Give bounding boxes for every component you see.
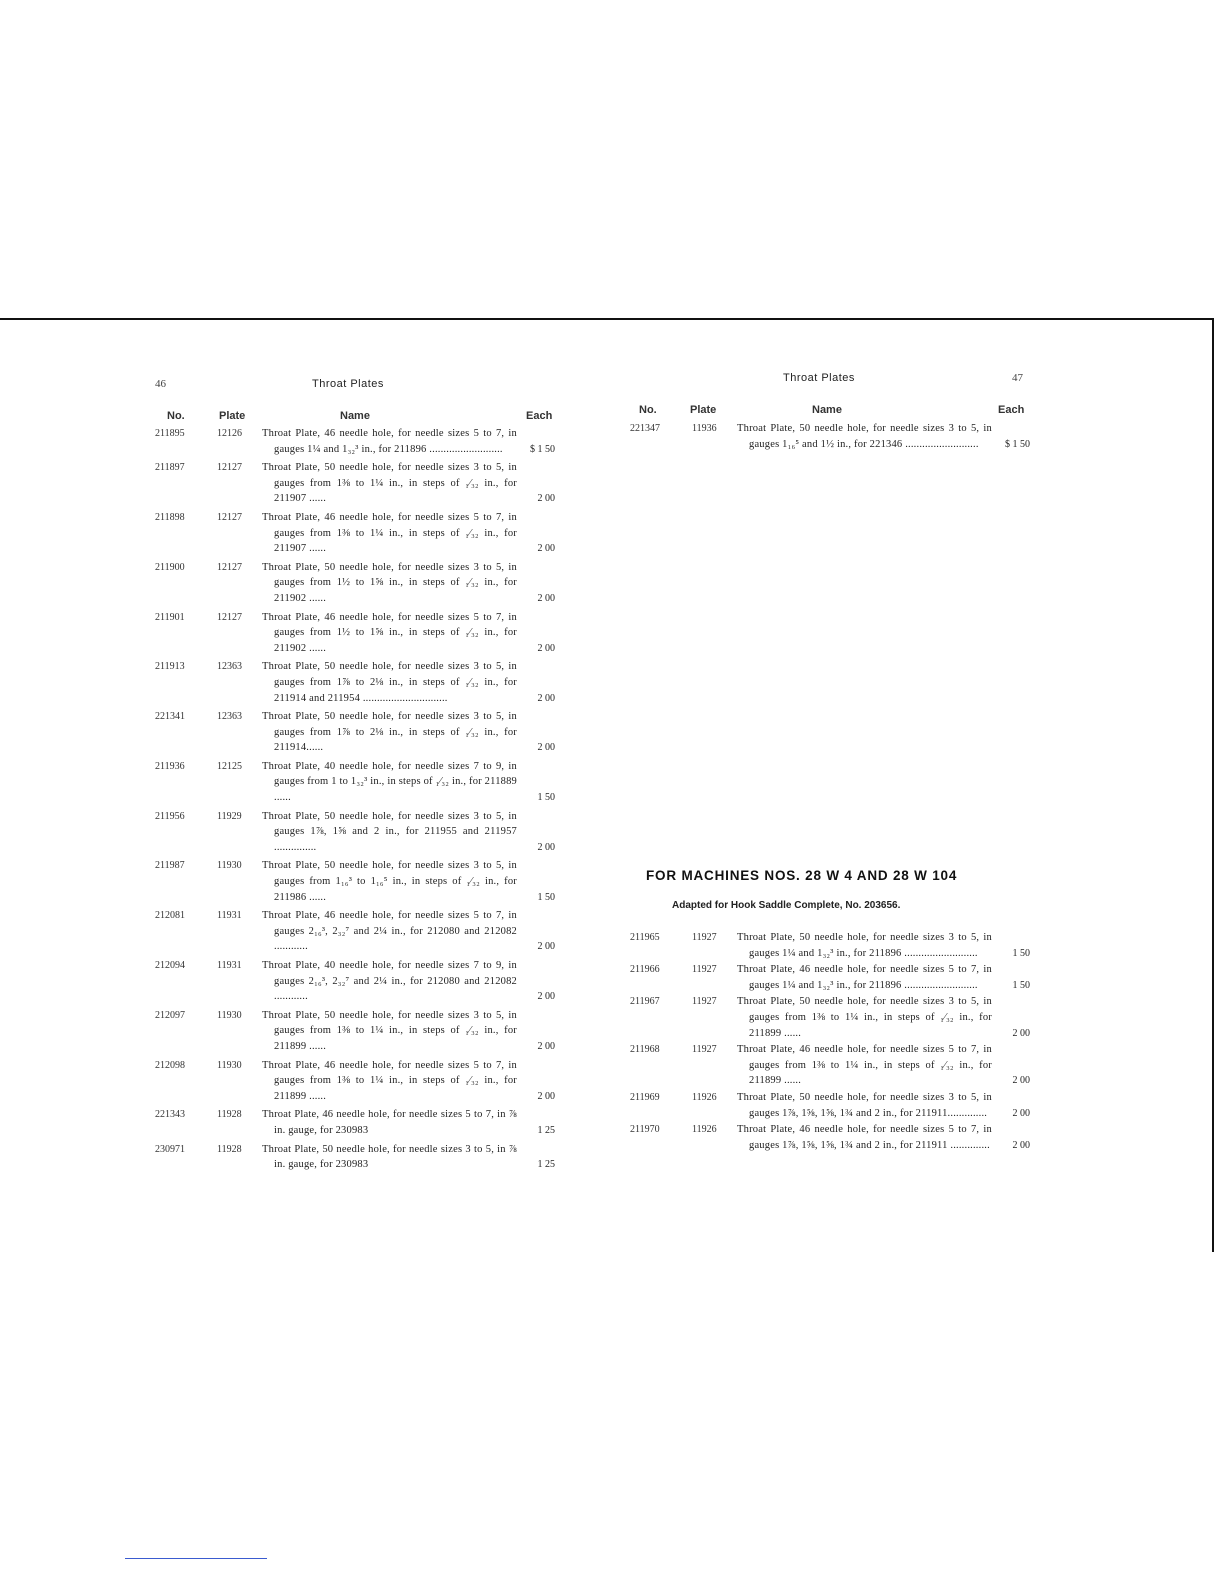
plate-number: 11928 [217, 1109, 242, 1121]
part-description: Throat Plate, 50 needle hole, for needle sizes 3 to 5, in gauges from 1⅜ to 1¼ in., in steps of ₁⁄₃₂ in., for 211899 ...... [737, 996, 992, 1039]
part-row [630, 421, 1030, 452]
part-description: Throat Plate, 46 needle hole, for needle sizes 5 to 7, in gauges from 1⅜ to 1¼ in., in steps of ₁⁄₃₂ in., for 211899 ...... [737, 1044, 992, 1087]
part-row [630, 1090, 1030, 1121]
part-price: 2 00 [537, 991, 555, 1003]
part-price: 2 00 [537, 543, 555, 555]
plate-number: 11931 [217, 960, 242, 971]
part-number: 211898 [155, 511, 185, 523]
part-row [155, 426, 555, 457]
part-description: Throat Plate, 46 needle hole, for needle sizes 5 to 7, in gauges 2₁₆³, 2₃₂⁷ and 2¼ in., for 212080 and 212082 ............ [262, 910, 517, 953]
left-page-title: Throat Plates [312, 378, 384, 390]
plate-number: 12127 [217, 462, 242, 474]
part-row [155, 610, 555, 657]
plate-number: 11936 [692, 423, 717, 434]
plate-number: 12363 [217, 661, 242, 673]
right-page-number: 47 [1012, 372, 1023, 384]
part-number: 211965 [630, 932, 660, 943]
plate-number: 11931 [217, 910, 242, 922]
part-description: Throat Plate, 50 needle hole, for needle sizes 3 to 5, in gauges 1⅞, 1⅝, 1⅝, 1¾ and 2 in., for 211911.............. [737, 1091, 992, 1119]
part-row [155, 958, 555, 1005]
part-number: 212094 [155, 960, 185, 971]
part-number: 211966 [630, 964, 660, 976]
part-number: 211987 [155, 860, 185, 872]
plate-number: 11930 [217, 1009, 242, 1021]
plate-number: 11930 [217, 1059, 242, 1071]
part-price: 2 00 [1012, 1075, 1030, 1087]
part-number: 230971 [155, 1143, 185, 1155]
left-header-name: Name [340, 410, 370, 422]
right-header-plate: Plate [690, 404, 717, 416]
part-number: 221347 [630, 423, 660, 434]
right-header-no: No. [639, 404, 657, 416]
part-row [630, 930, 1030, 961]
part-description: Throat Plate, 50 needle hole, for needle sizes 3 to 5, in gauges from 1₁₆³ to 1₁₆⁵ in., in steps of ₁⁄₃₂ in., for 211986 ...... [262, 860, 517, 903]
part-description: Throat Plate, 50 needle hole, for needle sizes 3 to 5, in gauges from 1⅜ to 1¼ in., in steps of ₁⁄₃₂ in., for 211899 ...... [262, 1009, 517, 1052]
part-row [630, 994, 1030, 1041]
part-price: 2 00 [537, 1090, 555, 1102]
part-price: $ 1 50 [530, 443, 555, 455]
plate-number: 11930 [217, 860, 242, 872]
part-number: 211968 [630, 1044, 660, 1056]
part-row [155, 1107, 555, 1138]
plate-number: 11927 [692, 932, 717, 943]
part-price: $ 1 50 [1005, 438, 1030, 450]
part-price: 1 50 [537, 792, 555, 804]
part-price: 2 00 [537, 493, 555, 505]
part-description: Throat Plate, 50 needle hole, for needle sizes 3 to 5, in gauges 1₁₆⁵ and 1½ in., for 221346 .......................... [737, 423, 992, 450]
right-header-name: Name [812, 404, 842, 416]
right-page-title: Throat Plates [783, 372, 855, 384]
part-row [155, 709, 555, 756]
footer-rule [125, 1558, 267, 1559]
part-description: Throat Plate, 50 needle hole, for needle sizes 3 to 5, in gauges from 1⅞ to 2⅛ in., in steps of ₁⁄₃₂ in., for 211914 and 211954 .............................. [262, 661, 517, 704]
part-row [155, 908, 555, 955]
part-price: 2 00 [537, 692, 555, 704]
plate-number: 11927 [692, 1044, 717, 1056]
part-number: 211913 [155, 661, 185, 673]
section-title: FOR MACHINES NOS. 28 W 4 AND 28 W 104 [646, 868, 958, 883]
part-description: Throat Plate, 40 needle hole, for needle sizes 7 to 9, in gauges 2₁₆³, 2₃₂⁷ and 2¼ in., for 212080 and 212082 ............ [262, 960, 517, 1003]
part-number: 211970 [630, 1124, 660, 1136]
part-number: 211936 [155, 760, 185, 772]
part-row [155, 1142, 555, 1173]
part-price: 2 00 [537, 592, 555, 604]
part-description: Throat Plate, 50 needle hole, for needle sizes 3 to 5, in gauges from 1½ to 1⅝ in., in steps of ₁⁄₃₂ in., for 211902 ...... [262, 561, 517, 604]
part-number: 212097 [155, 1009, 185, 1021]
plate-number: 12127 [217, 611, 242, 623]
section-parts-list [630, 930, 1030, 1154]
part-number: 211967 [630, 996, 660, 1008]
part-description: Throat Plate, 46 needle hole, for needle sizes 5 to 7, in ⅞ in. gauge, for 230983 [262, 1109, 517, 1136]
part-description: Throat Plate, 46 needle hole, for needle sizes 5 to 7, in gauges from 1⅜ to 1¼ in., in steps of ₁⁄₃₂ in., for 211899 ...... [262, 1059, 517, 1102]
left-header-plate: Plate [219, 410, 246, 422]
part-description: Throat Plate, 46 needle hole, for needle sizes 5 to 7, in gauges from 1⅜ to 1¼ in., in steps of ₁⁄₃₂ in., for 211907 ...... [262, 511, 517, 555]
part-number: 211969 [630, 1091, 660, 1103]
part-row [155, 1058, 555, 1105]
left-header-each: Each [526, 410, 553, 422]
part-price: 1 25 [537, 1124, 555, 1136]
part-number: 221341 [155, 711, 185, 723]
plate-number: 11926 [692, 1124, 717, 1136]
plate-number: 12126 [217, 428, 242, 439]
part-number: 211897 [155, 462, 185, 474]
left-parts-list [155, 426, 555, 1176]
catalog-spread [0, 318, 1214, 1252]
part-number: 221343 [155, 1109, 185, 1121]
part-row [155, 809, 555, 856]
plate-number: 12127 [217, 561, 242, 573]
part-price: 2 00 [1012, 1139, 1030, 1151]
plate-number: 11928 [217, 1143, 242, 1155]
left-page-number: 46 [155, 378, 166, 390]
part-price: 1 25 [537, 1159, 555, 1171]
part-description: Throat Plate, 50 needle hole, for needle sizes 3 to 5, in gauges 1⅞, 1⅝ and 2 in., for 211955 and 211957 ............... [262, 810, 517, 853]
left-header-no: No. [167, 410, 185, 422]
part-price: 1 50 [1012, 947, 1030, 959]
right-header-each: Each [998, 404, 1025, 416]
plate-number: 11926 [692, 1091, 717, 1103]
part-number: 211895 [155, 428, 185, 439]
part-description: Throat Plate, 46 needle hole, for needle sizes 5 to 7, in gauges 1¼ and 1₃₂³ in., for 211896 .......................... [737, 964, 992, 991]
part-row [155, 560, 555, 607]
plate-number: 12125 [217, 760, 242, 772]
part-price: 2 00 [537, 841, 555, 853]
part-price: 2 00 [1012, 1107, 1030, 1119]
part-number: 211901 [155, 611, 185, 623]
part-price: 1 50 [537, 891, 555, 903]
part-row [155, 510, 555, 557]
part-number: 212098 [155, 1059, 185, 1071]
part-description: Throat Plate, 50 needle hole, for needle sizes 3 to 5, in ⅞ in. gauge, for 230983 [262, 1143, 517, 1171]
part-row [155, 759, 555, 806]
part-row [155, 659, 555, 706]
right-parts-list [630, 421, 1030, 455]
part-number: 212081 [155, 910, 185, 922]
part-description: Throat Plate, 40 needle hole, for needle sizes 7 to 9, in gauges from 1 to 1₃₂³ in., in steps of ₁⁄₃₂ in., for 211889 ...... [262, 760, 517, 804]
plate-number: 11927 [692, 996, 717, 1008]
plate-number: 12127 [217, 511, 242, 523]
part-description: Throat Plate, 50 needle hole, for needle sizes 3 to 5, in gauges 1¼ and 1₃₂³ in., for 211896 .......................... [737, 932, 992, 959]
part-description: Throat Plate, 46 needle hole, for needle sizes 5 to 7, in gauges from 1½ to 1⅝ in., in steps of ₁⁄₃₂ in., for 211902 ...... [262, 611, 517, 654]
plate-number: 11929 [217, 810, 242, 822]
part-description: Throat Plate, 50 needle hole, for needle sizes 3 to 5, in gauges from 1⅜ to 1¼ in., in steps of ₁⁄₃₂ in., for 211907 ...... [262, 462, 517, 505]
part-row [155, 1008, 555, 1055]
part-price: 2 00 [537, 941, 555, 953]
part-price: 1 50 [1012, 979, 1030, 991]
plate-number: 12363 [217, 711, 242, 723]
section-subtitle: Adapted for Hook Saddle Complete, No. 203656. [672, 900, 901, 911]
part-description: Throat Plate, 46 needle hole, for needle sizes 5 to 7, in gauges 1⅞, 1⅝, 1⅝, 1¾ and 2 in., for 211911 .............. [737, 1124, 992, 1151]
plate-number: 11927 [692, 964, 717, 976]
part-description: Throat Plate, 50 needle hole, for needle sizes 3 to 5, in gauges from 1⅞ to 2⅛ in., in steps of ₁⁄₃₂ in., for 211914...... [262, 711, 517, 754]
part-row [630, 1042, 1030, 1089]
part-row [630, 962, 1030, 993]
part-row [155, 858, 555, 905]
part-price: 2 00 [537, 742, 555, 754]
part-description: Throat Plate, 46 needle hole, for needle sizes 5 to 7, in gauges 1¼ and 1₃₂³ in., for 211896 .......................... [262, 428, 517, 455]
part-price: 2 00 [537, 1040, 555, 1052]
part-row [630, 1122, 1030, 1153]
part-number: 211900 [155, 561, 185, 573]
part-price: 2 00 [537, 642, 555, 654]
part-price: 2 00 [1012, 1027, 1030, 1039]
part-row [155, 460, 555, 507]
part-number: 211956 [155, 810, 185, 822]
